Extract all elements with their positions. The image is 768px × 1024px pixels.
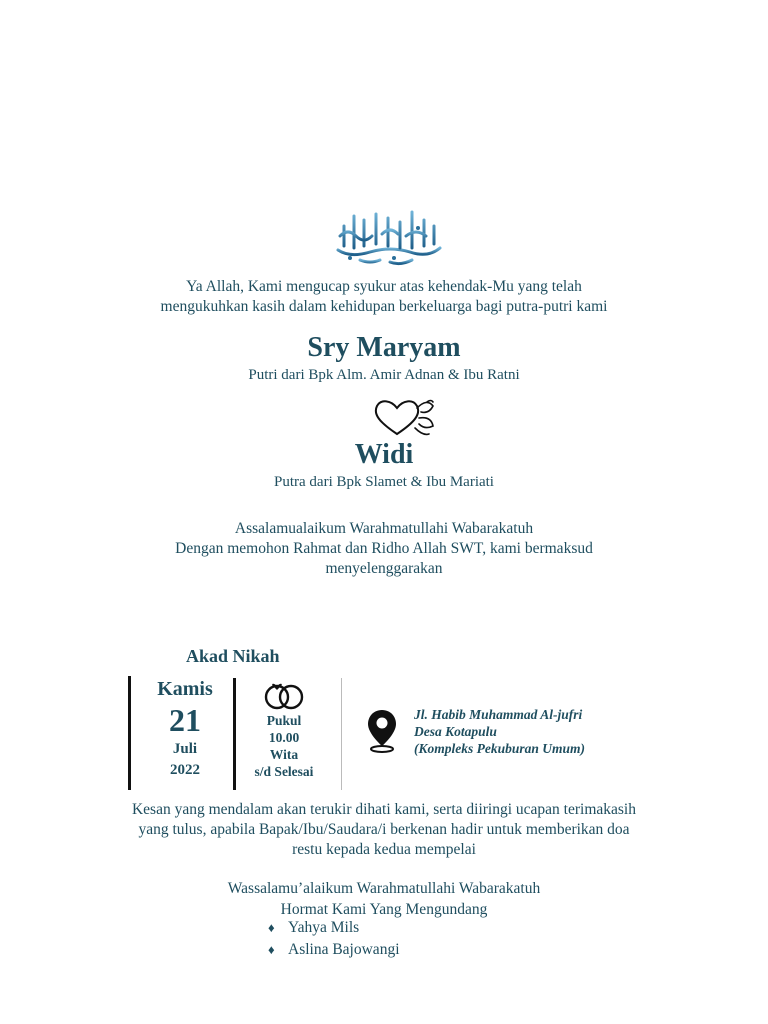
event-address: [414, 706, 585, 757]
wedding-rings-icon: [260, 678, 308, 715]
signatory-name: Yahya Mils: [288, 919, 360, 936]
address-line-3: (Kompleks Pekuburan Umum): [414, 741, 586, 756]
location-pin-icon: [365, 708, 399, 759]
closing-line-3: restu kepada kedua mempelai: [292, 841, 476, 858]
ornamental-heart-icon: [371, 396, 437, 438]
opening-line-2: Dengan memohon Rahmat dan Ridho Allah SWT, kami bermaksud: [175, 540, 593, 557]
event-year: 2022: [170, 762, 200, 778]
signatory-name: Aslina Bajowangi: [288, 941, 400, 958]
divider-left: [128, 676, 131, 790]
hormat-line: Hormat Kami Yang Mengundang: [280, 901, 488, 918]
opening-line-3: menyelenggarakan: [325, 560, 443, 577]
groom-name: Widi: [354, 439, 414, 470]
divider-right: [341, 678, 342, 790]
event-title: Akad Nikah: [186, 646, 280, 666]
intro-line-2: mengukuhkan kasih dalam kehidupan berkeluarga bagi putra-putri kami: [160, 298, 608, 315]
signatory-2: [268, 941, 400, 959]
closing-line-2: yang tulus, apabila Bapak/Ibu/Saudara/i berkenan hadir untuk memberikan doa: [138, 821, 630, 838]
time-label: Pukul: [266, 713, 302, 728]
diamond-bullet-icon: ♦: [268, 942, 275, 957]
closing-salam: Wassalamu’alaikum Warahmatullahi Wabarakatuh: [227, 880, 541, 897]
bride-name: Sry Maryam: [307, 332, 461, 363]
event-day: Kamis: [157, 678, 213, 700]
closing-line-1: Kesan yang mendalam akan terukir dihati kami, serta diiringi ucapan terimakasih: [131, 801, 636, 818]
bismillah-calligraphy-icon: [330, 206, 446, 268]
diamond-bullet-icon: ♦: [268, 920, 275, 935]
intro-line-1: Ya Allah, Kami mengucap syukur atas kehendak-Mu yang telah: [186, 278, 582, 295]
bride-parents: Putri dari Bpk Alm. Amir Adnan & Ibu Ratni: [248, 367, 520, 383]
address-line-2: Desa Kotapulu: [414, 724, 497, 739]
event-date: 21: [169, 702, 201, 738]
event-until: s/d Selesai: [254, 764, 314, 779]
opening-salam: Assalamualaikum Warahmatullahi Wabarakatuh: [234, 520, 534, 537]
divider-middle: [233, 678, 236, 790]
event-timezone: Wita: [269, 747, 299, 762]
event-month: Juli: [172, 741, 198, 757]
groom-parents: Putra dari Bpk Slamet & Ibu Mariati: [274, 474, 494, 490]
signatory-1: [268, 919, 359, 937]
address-line-1: Jl. Habib Muhammad Al-jufri: [414, 707, 583, 722]
event-time: 10.00: [268, 730, 300, 745]
